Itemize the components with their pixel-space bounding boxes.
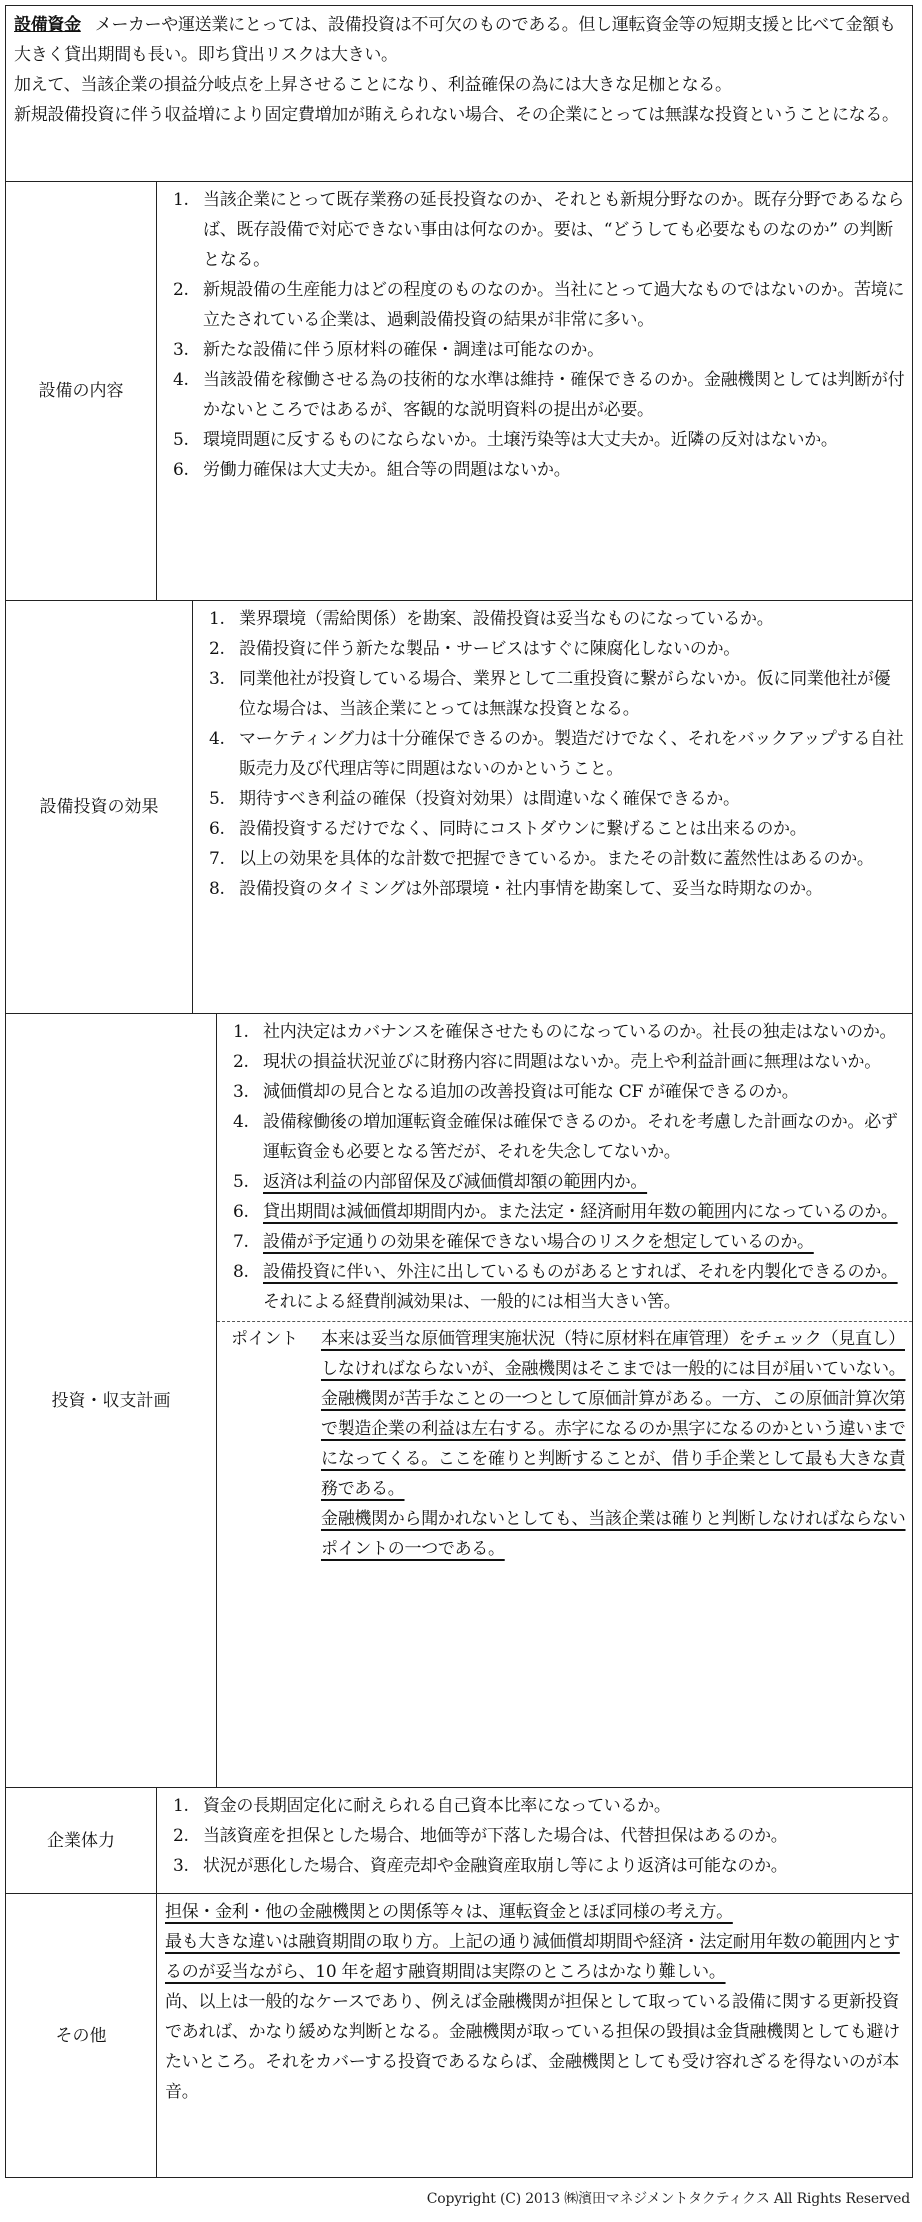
list-item: 2. 新規設備の生産能力はどの程度のものなのか。当社にとって過大なものではないのか。苦境に立たされている企業は、過剰設備投資の結果が非常に多い。 [173, 280, 905, 330]
list-item: 6. 労働力確保は大丈夫か。組合等の問題はないか。 [173, 460, 571, 480]
copyright-notice: Copyright (C) 2013 ㈱濱田マネジメントタクティクス All Rights Reserved [426, 2191, 910, 2207]
list-item: 7. 設備が予定通りの効果を確保できない場合のリスクを想定しているのか。 [233, 1232, 814, 1252]
row-content [217, 1014, 912, 1787]
list-item: 1. 当該企業にとって既存業務の延長投資なのか、それとも新規分野なのか。既存分野であるならば、既存設備で対応できない事由は何なのか。要は、“どうしても必要なものなのか” の判断となる。 [173, 190, 905, 270]
row-label: その他 [6, 1894, 157, 2177]
intro-line-1: メーカーや運送業にとっては、設備投資は不可欠のものである。但し運転資金等の短期支援と比べて金額も大きく貸出期間も長い。即ち貸出リスクは大きい。 [14, 15, 896, 65]
paragraph: 担保・金利・他の金融機関との関係等々は、運転資金とほぼ同様の考え方。 [165, 1902, 733, 1922]
list-item: 4. 当該設備を稼働させる為の技術的な水準は維持・確保できるのか。金融機関としては判断が付かないところではあるが、客観的な説明資料の提出が必要。 [173, 370, 905, 420]
list-item: 3. 状況が悪化した場合、資産売却や金融資産取崩し等により返済は可能なのか。 [173, 1856, 788, 1876]
equipment-funding-table [5, 5, 913, 2178]
list-item: 8. 設備投資に伴い、外注に出しているものがあるとすれば、それを内製化できるのか。それによる経費削減効果は、一般的には相当大きい筈。 [233, 1262, 898, 1312]
list-item: 1. 社内決定はカバナンスを確保させたものになっているのか。社長の独走はないのか。 [233, 1022, 897, 1042]
row-corporate-strength [6, 1788, 912, 1894]
row-content [157, 1788, 912, 1893]
paragraph: 最も大きな違いは融資期間の取り方。上記の通り減価償却期間や経済・法定耐用年数の範囲内とするのが妥当ながら、10 年を超す融資期間は実際のところはかなり難しい。 [165, 1932, 900, 1982]
point-note [217, 1321, 912, 1564]
list-item: 3. 同業他社が投資している場合、業界として二重投資に繋がらないか。仮に同業他社が優位な場合は、当該企業にとっては無謀な投資となる。 [209, 669, 891, 719]
list-item: 1. 資金の長期固定化に耐えられる自己資本比率になっているか。 [173, 1796, 671, 1816]
intro-section [6, 6, 912, 182]
row-investment-effect [6, 601, 912, 1014]
list-item: 3. 減価償却の見合となる追加の改善投資は可能な CF が確保できるのか。 [233, 1082, 799, 1102]
point-text: 本来は妥当な原価管理実施状況（特に原材料在庫管理）をチェック（見直し）しなければならないが、金融機関はそこまでは一般的には目が届いていない。 金融機関が苦手なことの一つとして原価計算がある。一方、この原価計算次第で製造企業の利益は左右する。赤字になるのか黒字になるのかという違いまでになってくる。ここを確りと判断することが、借り手企業として最も大きな責務である。 金融機関から聞かれないとしても、当該企業は確りと判断しなければならないポイントの一つである。 [321, 1329, 906, 1559]
list-item: 5. 期待すべき利益の確保（投資対効果）は間違いなく確保できるか。 [209, 789, 740, 809]
point-label: ポイント [231, 1329, 298, 1349]
row-label: 企業体力 [6, 1788, 157, 1893]
list-item: 6. 貸出期間は減価償却期間内か。また法定・経済耐用年数の範囲内になっているのか。 [233, 1202, 898, 1222]
list-item: 2. 当該資産を担保とした場合、地価等が下落した場合は、代替担保はあるのか。 [173, 1826, 788, 1846]
list-item: 5. 返済は利益の内部留保及び減価償却額の範囲内か。 [233, 1172, 648, 1192]
list-item: 1. 業界環境（需給関係）を勘案、設備投資は妥当なものになっているか。 [209, 609, 774, 629]
row-label: 投資・収支計画 [6, 1014, 217, 1787]
row-equipment-content [6, 182, 912, 601]
row-label: 設備の内容 [6, 182, 157, 600]
row-other [6, 1894, 912, 2177]
list-item: 7. 以上の効果を具体的な計数で把握できているか。またその計数に蓋然性はあるのか。 [209, 849, 874, 869]
list-item: 4. 設備稼働後の増加運転資金確保は確保できるのか。それを考慮した計画なのか。必ず運転資金も必要となる筈だが、それを失念してないか。 [233, 1112, 898, 1162]
paragraph: 尚、以上は一般的なケースであり、例えば金融機関が担保として取っている設備に関する更新投資であれば、かなり緩めな判断となる。金融機関が取っている担保の毀損は金貨融機関としても避けたいところ。それをカバーする投資であるならば、金融機関としても受け容れざるを得ないのが本音。 [165, 1992, 900, 2102]
section-title: 設備資金 [14, 15, 81, 35]
row-label: 設備投資の効果 [6, 601, 193, 1013]
list-item: 2. 設備投資に伴う新たな製品・サービスはすぐに陳腐化しないのか。 [209, 639, 740, 659]
row-content [157, 182, 912, 600]
intro-line-3: 新規設備投資に伴う収益増により固定費増加が賄えられない場合、その企業にとっては無謀な投資ということになる。 [14, 105, 899, 125]
list-item: 5. 環境問題に反するものにならないか。土壌汚染等は大丈夫か。近隣の反対はないか。 [173, 430, 838, 450]
list-item: 2. 現状の損益状況並びに財務内容に問題はないか。売上や利益計画に無理はないか。 [233, 1052, 881, 1072]
list-item: 4. マーケティング力は十分確保できるのか。製造だけでなく、それをバックアップする自社販売力及び代理店等に問題はないのかということ。 [209, 729, 904, 779]
row-content [193, 601, 912, 1013]
row-content [157, 1894, 912, 2177]
list-item: 3. 新たな設備に伴う原材料の確保・調達は可能なのか。 [173, 340, 604, 360]
list-item: 8. 設備投資のタイミングは外部環境・社内事情を勘案して、妥当な時期なのか。 [209, 879, 823, 899]
intro-line-2: 加えて、当該企業の損益分岐点を上昇させることになり、利益確保の為には大きな足枷となる。 [14, 75, 732, 95]
list-item: 6. 設備投資するだけでなく、同時にコストダウンに繋げることは出来るのか。 [209, 819, 807, 839]
row-investment-plan [6, 1014, 912, 1788]
